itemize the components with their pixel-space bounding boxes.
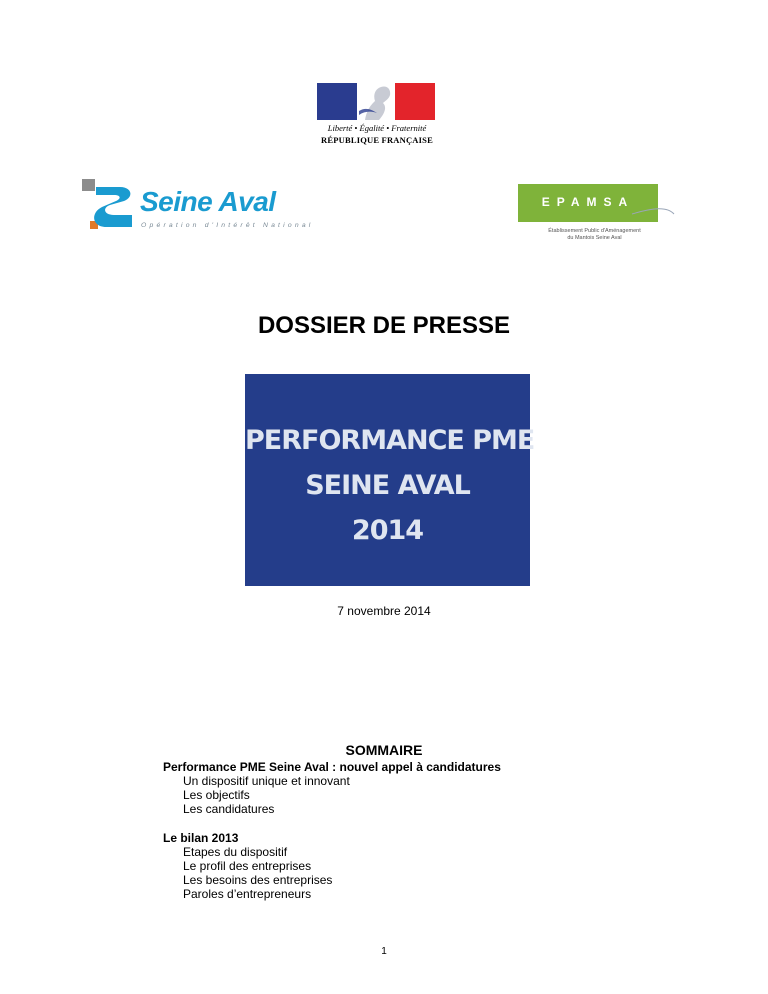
marianne-flag-icon [317, 83, 435, 120]
seine-aval-logo [80, 177, 325, 237]
republique-francaise-logo [317, 83, 437, 149]
seine-aval-wordmark: Seine Aval [140, 186, 276, 217]
toc-section [163, 760, 501, 816]
toc-item: Etapes du dispositif [183, 845, 288, 859]
toc-item: Paroles d’entrepreneurs [183, 887, 312, 901]
performance-pme-banner [245, 374, 535, 586]
toc-item: Le profil des entreprises [183, 859, 312, 873]
publication-date: 7 novembre 2014 [337, 604, 431, 618]
page-title: DOSSIER DE PRESSE [257, 312, 511, 339]
seine-aval-tagline: Opération d'Intérêt National [141, 222, 314, 229]
toc-section [163, 831, 332, 901]
sommaire-heading: SOMMAIRE [345, 742, 423, 758]
banner-line-1: PERFORMANCE PME [245, 425, 535, 456]
toc-section-title: Le bilan 2013 [163, 831, 239, 845]
republique-motto: Liberté • Égalité • Fraternité [327, 123, 427, 133]
epamsa-subtitle-2: du Mantois Seine Aval [567, 235, 622, 241]
epamsa-subtitle-1: Établissement Public d'Aménagement [548, 228, 641, 234]
toc-item: Les objectifs [183, 788, 250, 802]
banner-line-2: SEINE AVAL [305, 470, 470, 501]
republique-name: RÉPUBLIQUE FRANÇAISE [321, 135, 433, 145]
seine-aval-emblem-icon [80, 177, 140, 233]
toc-section-title: Performance PME Seine Aval : nouvel appel à candidatures [163, 760, 501, 774]
toc-item: Les candidatures [183, 802, 275, 816]
page-number: 1 [381, 946, 387, 957]
banner-line-3: 2014 [351, 515, 424, 546]
toc-item: Les besoins des entreprises [183, 873, 333, 887]
toc-item: Un dispositif unique et innovant [183, 774, 350, 788]
epamsa-wordmark: EPAMSA [541, 195, 635, 209]
epamsa-logo [512, 184, 677, 254]
